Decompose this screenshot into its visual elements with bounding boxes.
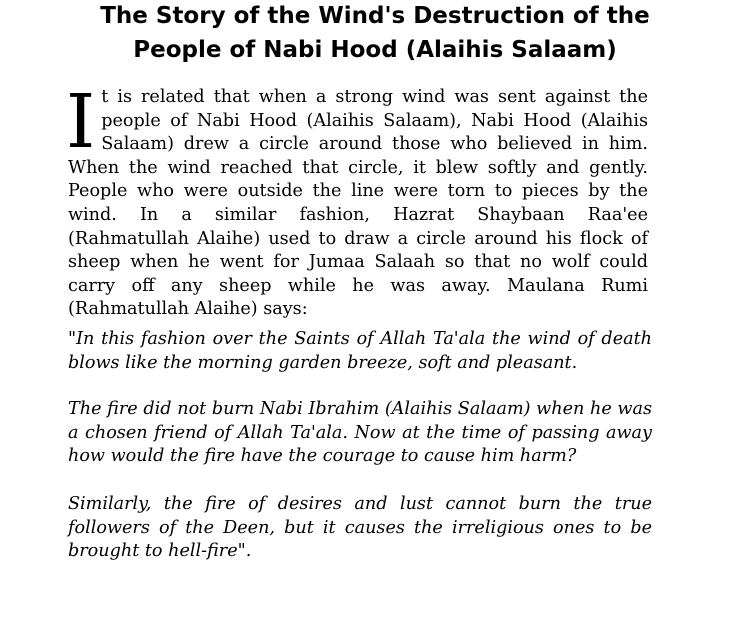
page-title-line-2: People of Nabi Hood (Alaihis Salaam) [133,37,617,63]
quote-paragraph-1: "In this fashion over the Saints of Allah Ta'ala the wind of death blows like the morning garden breeze, soft and pleasant. [68,329,652,373]
page-title-line-1: The Story of the Wind's Destruction of the [100,3,650,29]
quote-paragraph-3: Similarly, the fire of desires and lust cannot burn the true followers of the Deen, but it causes the irreligious ones to be brought to hell-fire". [68,494,652,561]
quote-paragraph-2: The fire did not burn Nabi Ibrahim (Alaihis Salaam) when he was a chosen friend of Allah Ta'ala. Now at the time of passing away how would the fire have the courage to cause him harm? [68,399,652,466]
story-paragraph-text: t is related that when a strong wind was sent against the people of Nabi Hood (Alaihis Salaam), Nabi Hood (Alaihis Salaam) drew a circle around those who believed in him. When the wind reached that circle, it blew softly and gently. People who were outside the line were torn to pieces by the wind. In a similar fashion, Hazrat Shaybaan Raa'ee (Rahmatullah Alaihe) used to draw a circle around his flock of sheep when he went for Jumaa Salaah so that no wolf could carry off any sheep while he was away. Maulana Rumi (Rahmatullah Alaihe) says: [68,87,648,320]
drop-cap: I [66,79,96,165]
story-paragraph [66,79,648,322]
